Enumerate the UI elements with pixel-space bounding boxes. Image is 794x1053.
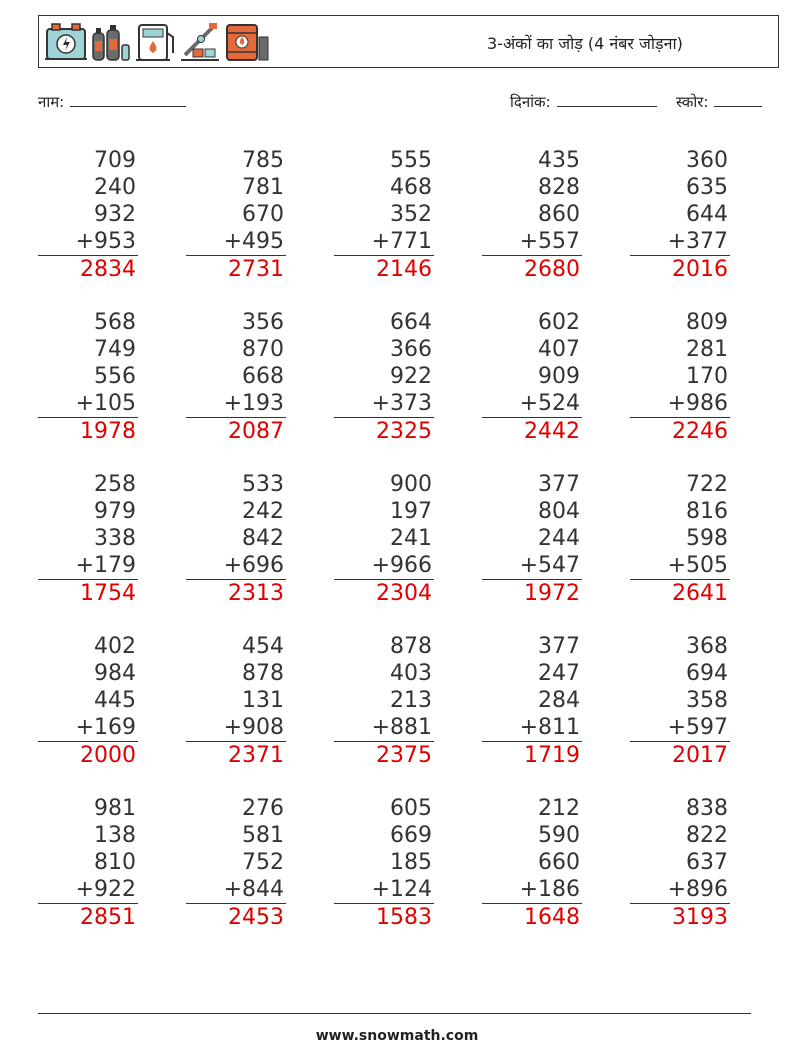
answer: 2834 bbox=[80, 257, 136, 282]
addend: 212 bbox=[538, 796, 580, 821]
problem-1-5 bbox=[630, 147, 730, 283]
addend-with-plus: +105 bbox=[38, 390, 138, 418]
addend: 644 bbox=[686, 202, 728, 227]
addend-with-plus: +771 bbox=[334, 228, 434, 256]
addend-with-plus: +169 bbox=[38, 714, 138, 742]
answer: 2313 bbox=[228, 581, 284, 606]
problem-1-2 bbox=[186, 147, 286, 283]
addend: 822 bbox=[686, 823, 728, 848]
problem-3-2 bbox=[186, 471, 286, 607]
addend-with-plus: +524 bbox=[482, 390, 582, 418]
addend-with-plus: +811 bbox=[482, 714, 582, 742]
addend: 660 bbox=[538, 850, 580, 875]
addend: 804 bbox=[538, 499, 580, 524]
name-blank[interactable] bbox=[70, 92, 186, 107]
addend: 556 bbox=[94, 364, 136, 389]
answer: 1972 bbox=[524, 581, 580, 606]
addend: 637 bbox=[686, 850, 728, 875]
addend: 668 bbox=[242, 364, 284, 389]
answer: 1583 bbox=[376, 905, 432, 930]
problem-1-4 bbox=[482, 147, 582, 283]
addend: 281 bbox=[686, 337, 728, 362]
addend: 366 bbox=[390, 337, 432, 362]
addend: 878 bbox=[242, 661, 284, 686]
answer: 1648 bbox=[524, 905, 580, 930]
addend: 810 bbox=[94, 850, 136, 875]
problem-4-1 bbox=[38, 633, 138, 769]
answer: 2017 bbox=[672, 743, 728, 768]
answer: 2680 bbox=[524, 257, 580, 282]
problem-5-3 bbox=[334, 795, 434, 931]
addend-with-plus: +986 bbox=[630, 390, 730, 418]
addend-with-plus: +373 bbox=[334, 390, 434, 418]
addend-with-plus: +881 bbox=[334, 714, 434, 742]
addend-with-plus: +547 bbox=[482, 552, 582, 580]
addend-with-plus: +377 bbox=[630, 228, 730, 256]
addend: 131 bbox=[242, 688, 284, 713]
battery-icon bbox=[45, 24, 87, 59]
addend: 197 bbox=[390, 499, 432, 524]
answer: 2851 bbox=[80, 905, 136, 930]
problem-5-4 bbox=[482, 795, 582, 931]
addend: 242 bbox=[242, 499, 284, 524]
addend: 781 bbox=[242, 175, 284, 200]
robot-arm-icon bbox=[181, 23, 219, 60]
addend-with-plus: +597 bbox=[630, 714, 730, 742]
addend-with-plus: +896 bbox=[630, 876, 730, 904]
addend: 445 bbox=[94, 688, 136, 713]
answer: 2016 bbox=[672, 257, 728, 282]
addend: 602 bbox=[538, 310, 580, 335]
answer: 2453 bbox=[228, 905, 284, 930]
date-field bbox=[510, 92, 657, 112]
addend-with-plus: +495 bbox=[186, 228, 286, 256]
addend: 598 bbox=[686, 526, 728, 551]
addend-with-plus: +186 bbox=[482, 876, 582, 904]
addend: 860 bbox=[538, 202, 580, 227]
addend: 664 bbox=[390, 310, 432, 335]
addend: 377 bbox=[538, 634, 580, 659]
answer: 2325 bbox=[376, 419, 432, 444]
addend: 809 bbox=[686, 310, 728, 335]
addend: 694 bbox=[686, 661, 728, 686]
problem-2-1 bbox=[38, 309, 138, 445]
answer: 1719 bbox=[524, 743, 580, 768]
addend: 878 bbox=[390, 634, 432, 659]
problem-1-3 bbox=[334, 147, 434, 283]
addend: 900 bbox=[390, 472, 432, 497]
addend-with-plus: +844 bbox=[186, 876, 286, 904]
problem-5-2 bbox=[186, 795, 286, 931]
addend: 838 bbox=[686, 796, 728, 821]
addend: 555 bbox=[390, 148, 432, 173]
header-icons bbox=[43, 19, 271, 65]
problem-2-2 bbox=[186, 309, 286, 445]
addend-with-plus: +179 bbox=[38, 552, 138, 580]
problem-5-5 bbox=[630, 795, 730, 931]
addend-with-plus: +922 bbox=[38, 876, 138, 904]
footer-divider bbox=[38, 1013, 751, 1014]
score-field bbox=[676, 92, 762, 112]
addend: 258 bbox=[94, 472, 136, 497]
addend: 922 bbox=[390, 364, 432, 389]
problem-5-1 bbox=[38, 795, 138, 931]
addend: 581 bbox=[242, 823, 284, 848]
score-label: स्कोर: bbox=[676, 93, 709, 111]
problem-4-3 bbox=[334, 633, 434, 769]
addend: 284 bbox=[538, 688, 580, 713]
addend: 138 bbox=[94, 823, 136, 848]
problem-3-3 bbox=[334, 471, 434, 607]
addend: 468 bbox=[390, 175, 432, 200]
addend: 605 bbox=[390, 796, 432, 821]
addend: 368 bbox=[686, 634, 728, 659]
page-title: 3-अंकों का जोड़ (4 नंबर जोड़ना) bbox=[487, 34, 683, 53]
answer: 2087 bbox=[228, 419, 284, 444]
addend: 435 bbox=[538, 148, 580, 173]
addend: 241 bbox=[390, 526, 432, 551]
addend: 635 bbox=[686, 175, 728, 200]
addend: 722 bbox=[686, 472, 728, 497]
problem-3-4 bbox=[482, 471, 582, 607]
answer: 2000 bbox=[80, 743, 136, 768]
gas-cylinders-icon bbox=[93, 25, 129, 60]
addend: 981 bbox=[94, 796, 136, 821]
problem-2-5 bbox=[630, 309, 730, 445]
answer: 1754 bbox=[80, 581, 136, 606]
addend-with-plus: +953 bbox=[38, 228, 138, 256]
addend: 338 bbox=[94, 526, 136, 551]
addend: 984 bbox=[94, 661, 136, 686]
addend-with-plus: +124 bbox=[334, 876, 434, 904]
problem-2-3 bbox=[334, 309, 434, 445]
addend: 185 bbox=[390, 850, 432, 875]
addend: 247 bbox=[538, 661, 580, 686]
problem-4-4 bbox=[482, 633, 582, 769]
addend: 816 bbox=[686, 499, 728, 524]
addend: 402 bbox=[94, 634, 136, 659]
addend: 785 bbox=[242, 148, 284, 173]
addend: 352 bbox=[390, 202, 432, 227]
addend: 670 bbox=[242, 202, 284, 227]
header-box bbox=[38, 15, 779, 68]
problem-4-5 bbox=[630, 633, 730, 769]
answer: 2371 bbox=[228, 743, 284, 768]
problem-4-2 bbox=[186, 633, 286, 769]
addend-with-plus: +696 bbox=[186, 552, 286, 580]
answer: 2146 bbox=[376, 257, 432, 282]
name-field bbox=[38, 92, 186, 112]
addend: 752 bbox=[242, 850, 284, 875]
addend: 870 bbox=[242, 337, 284, 362]
addend: 828 bbox=[538, 175, 580, 200]
addend-with-plus: +193 bbox=[186, 390, 286, 418]
addend: 403 bbox=[390, 661, 432, 686]
addend: 360 bbox=[686, 148, 728, 173]
addend: 979 bbox=[94, 499, 136, 524]
addend-with-plus: +557 bbox=[482, 228, 582, 256]
addend: 749 bbox=[94, 337, 136, 362]
answer: 2731 bbox=[228, 257, 284, 282]
answer: 2442 bbox=[524, 419, 580, 444]
addend: 932 bbox=[94, 202, 136, 227]
addend: 909 bbox=[538, 364, 580, 389]
answer: 2246 bbox=[672, 419, 728, 444]
addend: 276 bbox=[242, 796, 284, 821]
problem-3-1 bbox=[38, 471, 138, 607]
addend-with-plus: +505 bbox=[630, 552, 730, 580]
addend: 356 bbox=[242, 310, 284, 335]
footer-site: www.snowmath.com bbox=[315, 1028, 479, 1044]
addend: 590 bbox=[538, 823, 580, 848]
addend-with-plus: +966 bbox=[334, 552, 434, 580]
score-blank[interactable] bbox=[714, 92, 762, 107]
answer: 3193 bbox=[672, 905, 728, 930]
addend: 244 bbox=[538, 526, 580, 551]
problem-2-4 bbox=[482, 309, 582, 445]
addend: 407 bbox=[538, 337, 580, 362]
addend: 669 bbox=[390, 823, 432, 848]
addend: 709 bbox=[94, 148, 136, 173]
problem-1-1 bbox=[38, 147, 138, 283]
problem-3-5 bbox=[630, 471, 730, 607]
name-label: नाम: bbox=[38, 93, 65, 111]
answer: 1978 bbox=[80, 419, 136, 444]
addend-with-plus: +908 bbox=[186, 714, 286, 742]
answer: 2641 bbox=[672, 581, 728, 606]
addend: 240 bbox=[94, 175, 136, 200]
fuel-pump-icon bbox=[136, 25, 173, 60]
addend: 533 bbox=[242, 472, 284, 497]
date-label: दिनांक: bbox=[510, 93, 551, 111]
addend: 377 bbox=[538, 472, 580, 497]
addend: 568 bbox=[94, 310, 136, 335]
date-blank[interactable] bbox=[557, 92, 657, 107]
addend: 213 bbox=[390, 688, 432, 713]
addend: 170 bbox=[686, 364, 728, 389]
addend: 358 bbox=[686, 688, 728, 713]
addend: 454 bbox=[242, 634, 284, 659]
answer: 2375 bbox=[376, 743, 432, 768]
answer: 2304 bbox=[376, 581, 432, 606]
addend: 842 bbox=[242, 526, 284, 551]
oil-barrel-icon bbox=[227, 25, 268, 60]
